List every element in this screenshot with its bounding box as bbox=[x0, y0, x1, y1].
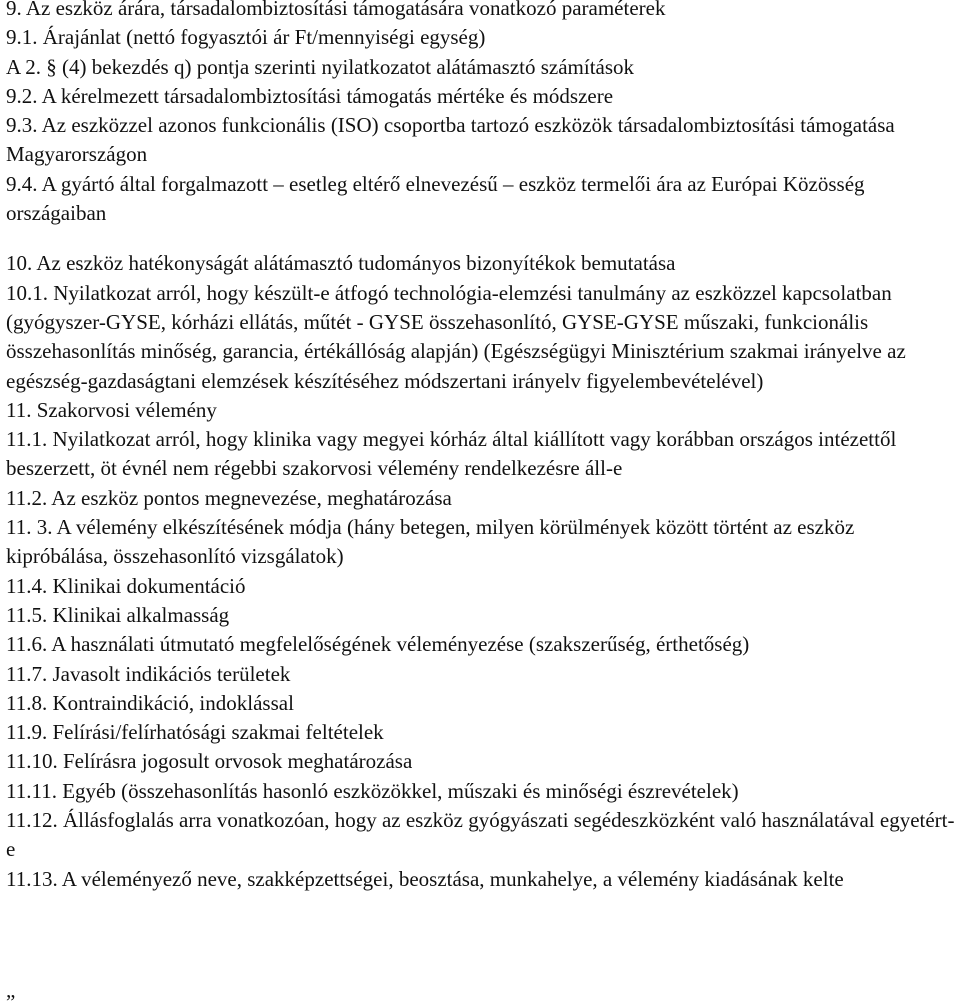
item-9-4: 9.4. A gyártó által forgalmazott – esetleg eltérő elnevezésű – eszköz termelői ára az Európai Közösség országaiban bbox=[6, 171, 865, 226]
item-11-6: 11.6. A használati útmutató megfelelőségének véleményezése (szakszerűség, érthetőség) bbox=[6, 632, 750, 657]
item-11-8: 11.8. Kontraindikáció, indoklással bbox=[6, 690, 294, 715]
document-body bbox=[6, 0, 958, 894]
item-11-9: 11.9. Felírási/felírhatósági szakmai feltételek bbox=[6, 720, 384, 745]
section-10-heading: 10. Az eszköz hatékonyságát alátámasztó tudományos bizonyítékok bemutatása bbox=[6, 251, 676, 276]
item-a-2: A 2. § (4) bekezdés q) pontja szerinti nyilatkozatot alátámasztó számítások bbox=[6, 54, 635, 79]
closing-quote-mark: „ bbox=[6, 978, 16, 1002]
item-9-3: 9.3. Az eszközzel azonos funkcionális (ISO) csoportba tartozó eszközök társadalombiztosítási támogatása Magyarországon bbox=[6, 113, 895, 167]
item-11-12: 11.12. Állásfoglalás arra vonatkozóan, hogy az eszköz gyógyászati segédeszközként való használatával egyetért-e bbox=[6, 808, 955, 862]
section-9-heading: 9. Az eszköz árára, társadalombiztosítási támogatására vonatkozó paraméterek bbox=[6, 0, 666, 20]
item-10-1: 10.1. Nyilatkozat arról, hogy készült-e átfogó technológia-elemzési tanulmány az eszközzel kapcsolatban (gyógyszer-GYSE, kórházi ellátás, műtét - GYSE összehasonlító, GYSE-GYSE műszaki, funkcionális összehasonlítás minőség, garancia, értékállóság alapján) (Egészségügyi Minisztérium szakmai irányelve az egészség-gazdaságtani elemzések készítéséhez módszertani irányelv figyelembevételével) bbox=[6, 280, 906, 393]
item-11-1: 11.1. Nyilatkozat arról, hogy klinika vagy megyei kórház által kiállított vagy korábban országos intézettől beszerzett, öt évnél nem régebbi szakorvosi vélemény rendelkezésre áll-e bbox=[6, 427, 897, 481]
section-11-heading: 11. Szakorvosi vélemény bbox=[6, 397, 217, 422]
item-11-7: 11.7. Javasolt indikációs területek bbox=[6, 661, 291, 686]
item-11-10: 11.10. Felírásra jogosult orvosok meghatározása bbox=[6, 749, 413, 774]
item-11-5: 11.5. Klinikai alkalmasság bbox=[6, 602, 230, 627]
item-9-1: 9.1. Árajánlat (nettó fogyasztói ár Ft/mennyiségi egység) bbox=[6, 25, 486, 50]
item-11-4: 11.4. Klinikai dokumentáció bbox=[6, 573, 246, 598]
item-9-2: 9.2. A kérelmezett társadalombiztosítási támogatás mértéke és módszere bbox=[6, 83, 614, 108]
item-11-3: 11. 3. A vélemény elkészítésének módja (hány betegen, milyen körülmények között történt az eszköz kipróbálása, összehasonlító vizsgálatok) bbox=[6, 515, 855, 569]
item-11-2: 11.2. Az eszköz pontos megnevezése, meghatározása bbox=[6, 485, 452, 510]
section-gap bbox=[6, 228, 958, 249]
item-11-13: 11.13. A véleményező neve, szakképzettségei, beosztása, munkahelye, a vélemény kiadásának kelte bbox=[6, 866, 844, 891]
item-11-11: 11.11. Egyéb (összehasonlítás hasonló eszközökkel, műszaki és minőségi észrevételek) bbox=[6, 778, 739, 803]
